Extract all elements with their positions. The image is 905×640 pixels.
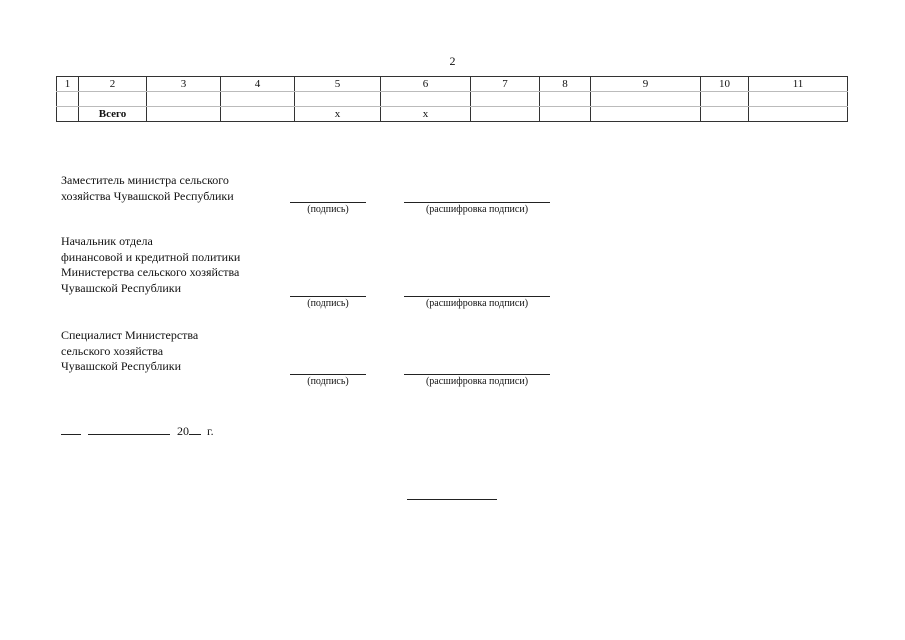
table-cell (147, 92, 221, 107)
signature-caption: (подпись) (307, 204, 349, 215)
day-blank (61, 423, 81, 435)
table-cell (381, 92, 471, 107)
table-cell (221, 92, 295, 107)
total-cell (591, 107, 701, 122)
name-decoding-caption: (расшифровка подписи) (425, 298, 529, 309)
signature-title-line: Заместитель министра сельского (61, 173, 229, 187)
signature-title-deputy-minister (61, 173, 234, 204)
table-row (57, 92, 848, 107)
total-cell (221, 107, 295, 122)
signature-caption: (подпись) (307, 298, 349, 309)
year-suffix: г. (207, 424, 214, 438)
name-decoding-caption: (расшифровка подписи) (425, 204, 529, 215)
signature-title-line: хозяйства Чувашской Республики (61, 188, 234, 203)
table-cell (295, 92, 381, 107)
signature-title-line: Министерства сельского хозяйства (61, 265, 240, 279)
table-cell (57, 92, 79, 107)
table-cell (79, 92, 147, 107)
total-cell (147, 107, 221, 122)
header-cell: 1 (57, 77, 79, 92)
year-blank (189, 423, 201, 435)
total-cell (540, 107, 591, 122)
name-decoding-line (404, 296, 550, 297)
header-cell: 8 (540, 77, 591, 92)
total-cell (471, 107, 540, 122)
table-cell (591, 92, 701, 107)
signature-title-specialist (61, 328, 198, 375)
date-line (61, 423, 214, 439)
header-cell: 6 (381, 77, 471, 92)
total-cell: x (295, 107, 381, 122)
total-cell (701, 107, 749, 122)
total-cell (57, 107, 79, 122)
signature-title-department-head (61, 234, 240, 296)
signature-caption: (подпись) (307, 376, 349, 387)
header-cell: 3 (147, 77, 221, 92)
page-number: 2 (449, 54, 456, 68)
table-total-row (57, 107, 848, 122)
header-cell: 4 (221, 77, 295, 92)
table-header-row (57, 77, 848, 92)
signature-line (290, 374, 366, 375)
header-cell: 2 (79, 77, 147, 92)
table-cell (701, 92, 749, 107)
signature-line (290, 202, 366, 203)
name-decoding-caption: (расшифровка подписи) (425, 376, 529, 387)
summary-table (56, 76, 848, 122)
signature-title-line: финансовой и кредитной политики (61, 249, 241, 264)
header-cell: 10 (701, 77, 749, 92)
table-cell (749, 92, 848, 107)
closing-rule (407, 499, 497, 500)
signature-title-line: сельского хозяйства (61, 343, 164, 358)
header-cell: 5 (295, 77, 381, 92)
header-cell: 11 (749, 77, 848, 92)
signature-title-line: Чувашской Республики (61, 280, 182, 295)
signature-title-line: Начальник отдела (61, 234, 153, 248)
month-blank (88, 423, 170, 435)
signature-title-line: Специалист Министерства (61, 328, 199, 342)
total-cell: x (381, 107, 471, 122)
signature-title-line: Чувашской Республики (61, 359, 182, 373)
header-cell: 7 (471, 77, 540, 92)
total-label: Всего (79, 107, 147, 122)
name-decoding-line (404, 202, 550, 203)
signature-line (290, 296, 366, 297)
table-cell (540, 92, 591, 107)
name-decoding-line (404, 374, 550, 375)
header-cell: 9 (591, 77, 701, 92)
total-cell (749, 107, 848, 122)
table-cell (471, 92, 540, 107)
year-prefix: 20 (177, 424, 189, 438)
